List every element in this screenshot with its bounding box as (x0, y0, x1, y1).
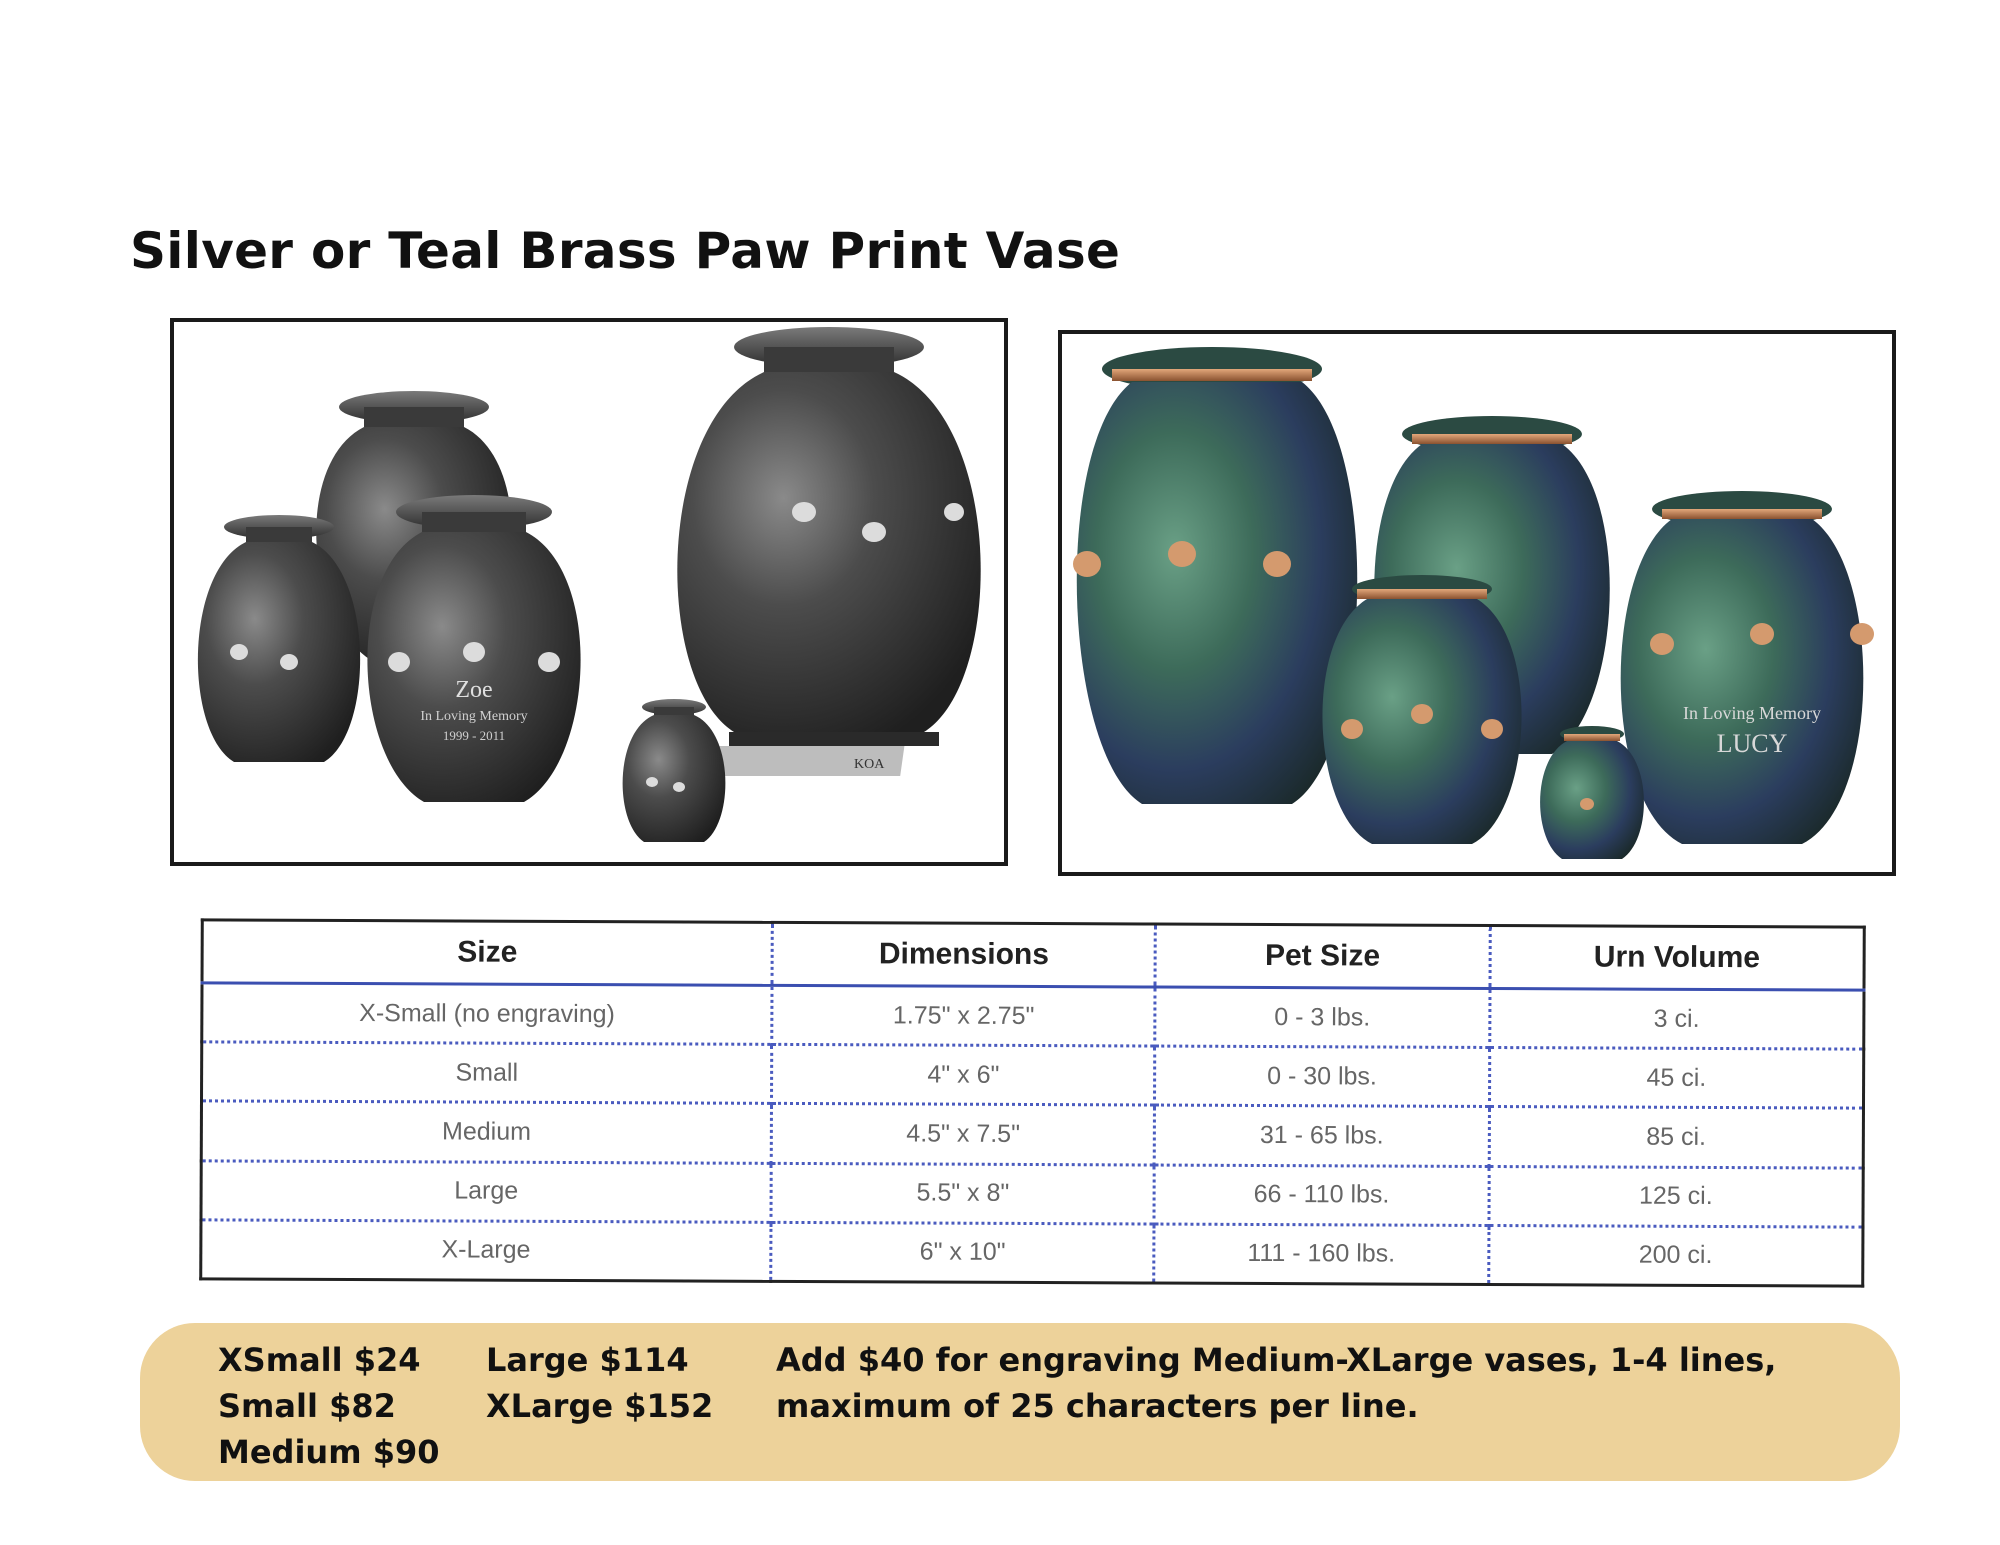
table-cell: 66 - 110 lbs. (1154, 1165, 1489, 1226)
size-spec-table (199, 918, 1866, 1287)
price-xlarge: XLarge $152 (486, 1387, 714, 1425)
price-small: Small $82 (218, 1387, 396, 1425)
price-medium: Medium $90 (218, 1433, 440, 1471)
table-cell: 3 ci. (1489, 988, 1864, 1049)
table-header-row (202, 920, 1864, 990)
silver-urns-illustration (174, 322, 1004, 862)
header-dimensions: Dimensions (772, 922, 1155, 987)
header-urn-volume: Urn Volume (1490, 925, 1865, 990)
table-cell: 200 ci. (1488, 1225, 1863, 1286)
header-pet-size: Pet Size (1155, 924, 1490, 988)
table-cell: 1.75" x 2.75" (772, 985, 1155, 1046)
teal-urn-large (1073, 347, 1357, 804)
table-row (202, 983, 1864, 1049)
price-list-small-sizes (218, 1337, 439, 1475)
price-box (140, 1323, 1900, 1481)
table-row (201, 1220, 1863, 1287)
teal-urns-illustration (1062, 334, 1892, 872)
teal-engraving-line: In Loving Memory (1683, 703, 1821, 723)
price-list-large-sizes (486, 1337, 713, 1429)
table-cell: Small (201, 1042, 772, 1104)
table-cell: 0 - 3 lbs. (1155, 987, 1490, 1048)
teal-urn-small (1322, 575, 1521, 844)
price-large: Large $114 (486, 1341, 689, 1379)
table-cell: 0 - 30 lbs. (1155, 1046, 1490, 1107)
engraving-dates: 1999 - 2011 (442, 728, 506, 743)
table-cell: 125 ci. (1489, 1166, 1864, 1227)
table-cell: 45 ci. (1489, 1048, 1864, 1109)
table-cell: Medium (201, 1101, 772, 1163)
silver-urn-photo (170, 318, 1008, 866)
table-cell: 31 - 65 lbs. (1155, 1105, 1490, 1166)
table-cell: 85 ci. (1489, 1107, 1864, 1168)
table-cell: 111 - 160 lbs. (1154, 1224, 1489, 1285)
header-size: Size (202, 920, 773, 985)
plaque-text: KOA (854, 757, 885, 772)
table-cell: X-Large (201, 1220, 772, 1282)
price-xsmall: XSmall $24 (218, 1341, 421, 1379)
table-cell: 4" x 6" (772, 1045, 1155, 1106)
page-title: Silver or Teal Brass Paw Print Vase (130, 222, 1121, 280)
teal-urn-photo (1058, 330, 1896, 876)
table-cell: 6" x 10" (771, 1222, 1154, 1283)
teal-engraving-name: LUCY (1716, 729, 1788, 758)
table-cell: Large (201, 1160, 772, 1222)
engraving-note (776, 1337, 1836, 1429)
engraving-note-line: maximum of 25 characters per line. (776, 1387, 1419, 1425)
table-cell: X-Small (no engraving) (359, 998, 615, 1028)
table-cell: 5.5" x 8" (771, 1163, 1154, 1224)
table-row (201, 1101, 1863, 1167)
engraving-note-line: Add $40 for engraving Medium-XLarge vases, 1-4 lines, (776, 1341, 1777, 1379)
engraving-name: Zoe (455, 677, 493, 703)
table-row (201, 1160, 1863, 1226)
table-cell: 4.5" x 7.5" (772, 1104, 1155, 1165)
engraving-line: In Loving Memory (420, 709, 528, 724)
table-row (201, 1042, 1863, 1108)
